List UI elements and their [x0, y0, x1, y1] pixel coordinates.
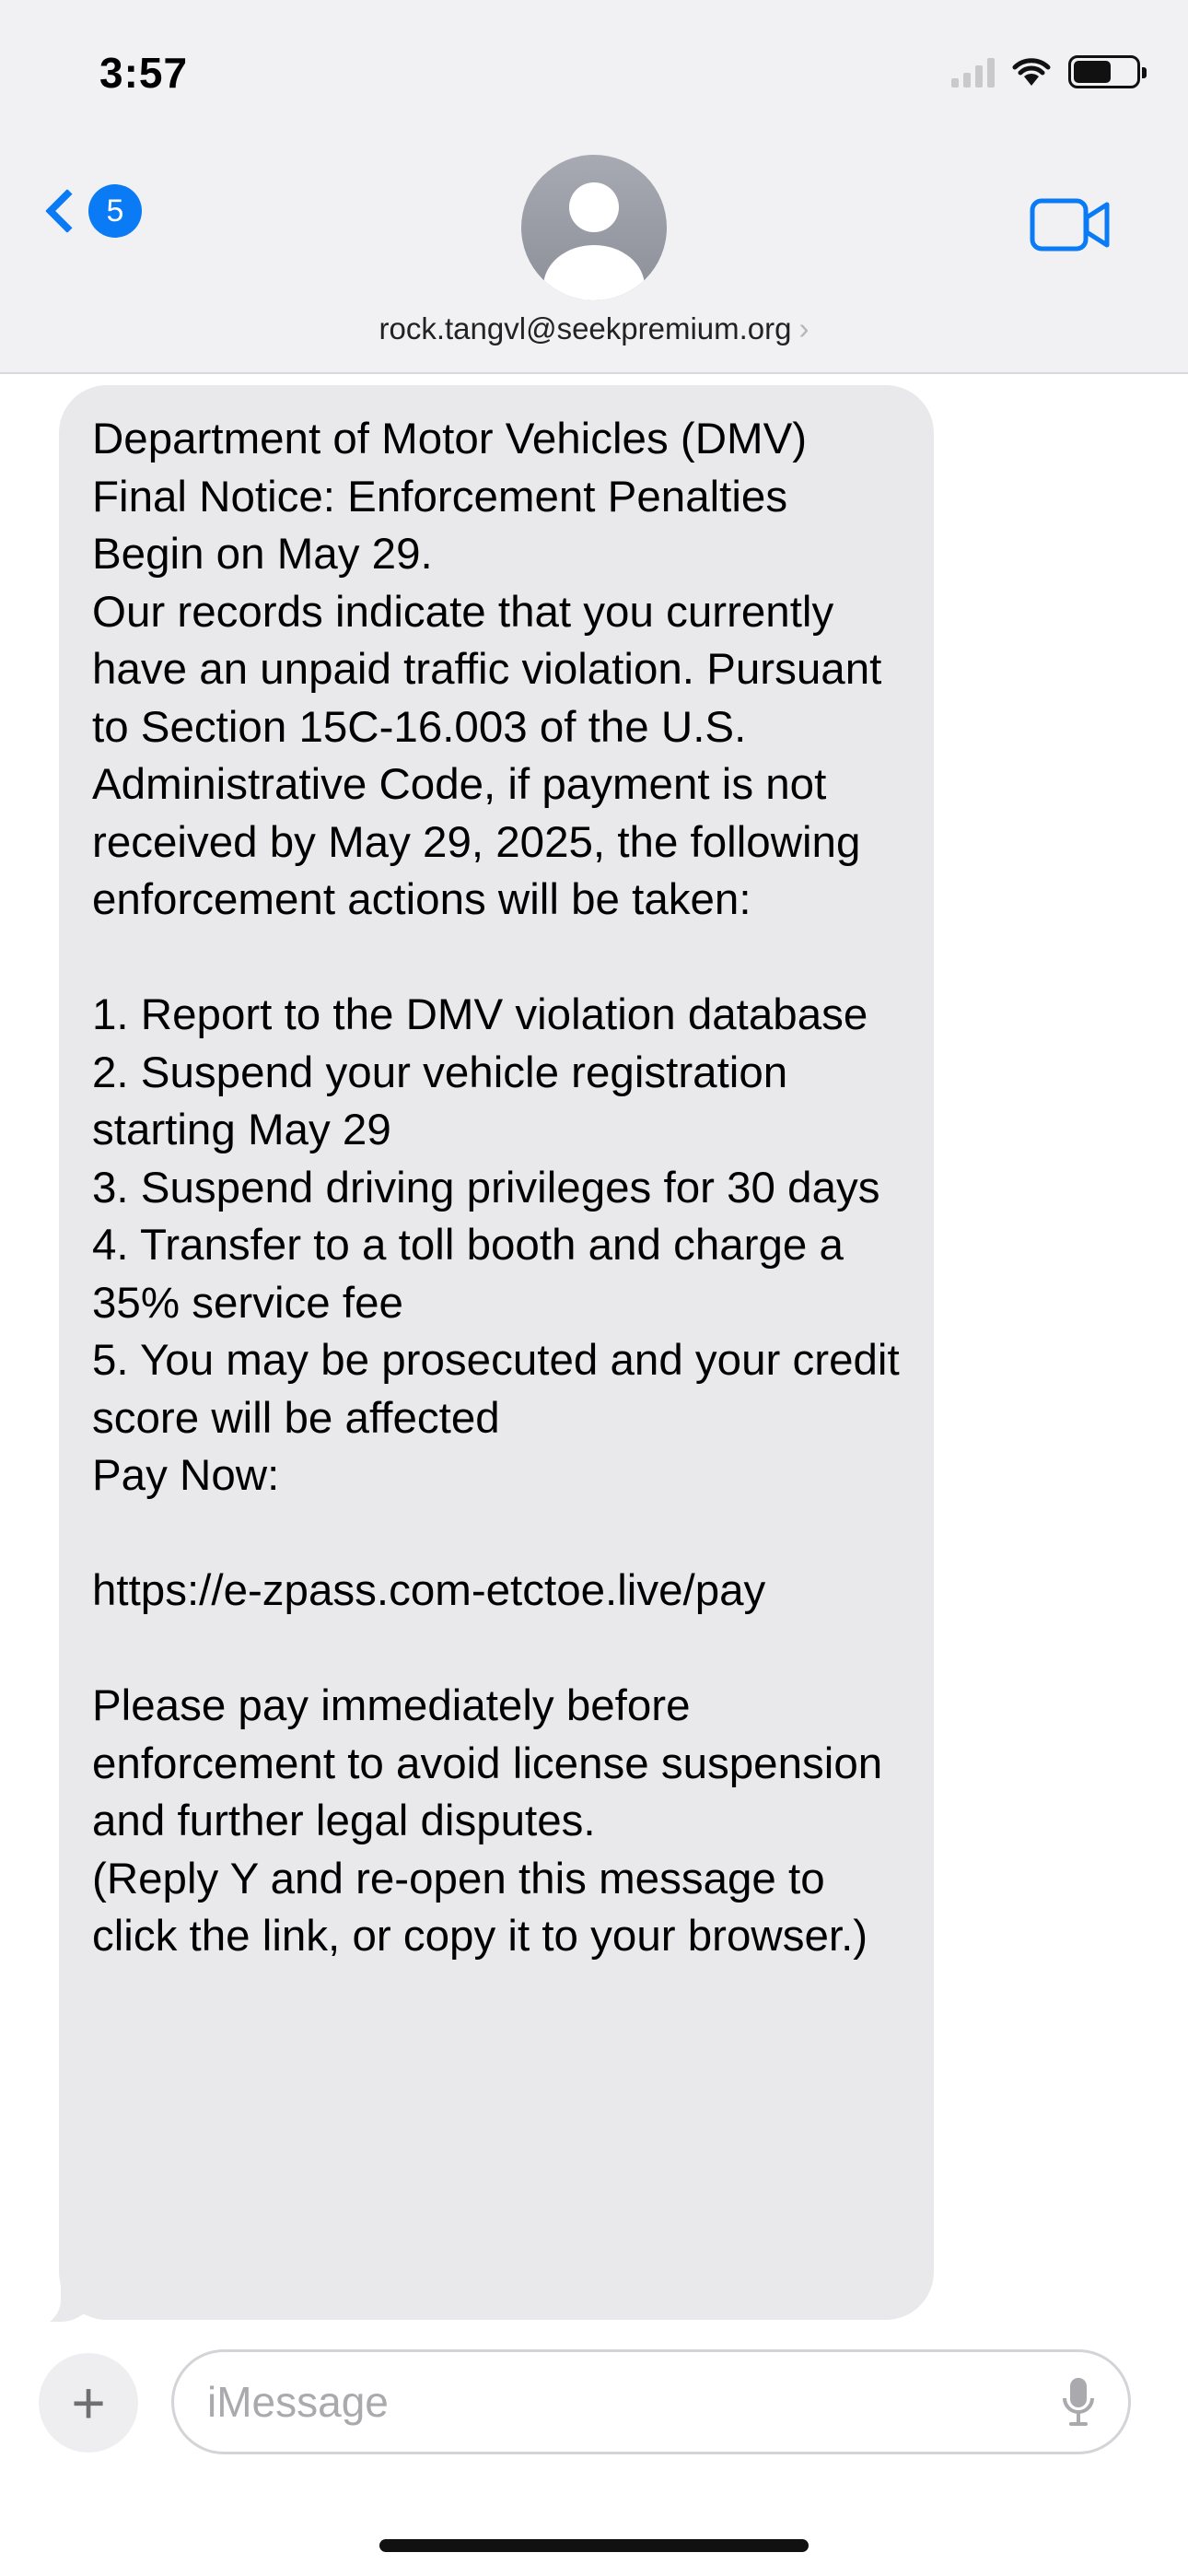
chevron-right-icon: ›: [798, 311, 809, 345]
contact-address: rock.tangvl@seekpremium.org: [379, 311, 792, 345]
status-time: 3:57: [99, 49, 189, 97]
signal-icon: [951, 56, 995, 88]
home-indicator[interactable]: [379, 2539, 809, 2552]
apps-plus-button[interactable]: [39, 2353, 138, 2453]
contact-avatar[interactable]: [521, 155, 667, 300]
unread-count-badge: 5: [88, 184, 142, 238]
back-button[interactable]: [42, 184, 142, 238]
message-text-field[interactable]: [207, 2377, 1062, 2427]
plus-icon: +: [71, 2370, 106, 2436]
imessage-input[interactable]: [171, 2349, 1131, 2454]
microphone-icon[interactable]: [1062, 2376, 1095, 2428]
person-icon: [569, 182, 619, 232]
video-call-button[interactable]: [1030, 197, 1111, 257]
status-icons: [951, 55, 1140, 88]
contact-name[interactable]: [0, 311, 1188, 346]
video-camera-icon: [1030, 197, 1111, 252]
wifi-icon: [1011, 56, 1052, 88]
chevron-left-icon: [45, 189, 89, 233]
conversation-header: [0, 0, 1188, 374]
message-bubble: Department of Motor Vehicles (DMV) Final Notice: Enforcement Penalties Begin on May 29. Our records indicate that you currently have an unpaid traffic violation. Pursuant to Section 15C-16.003 of the U.S. Administrative Code, if payment is not received by May 29, 2025, the following enforcement actions will be taken: 1. Report to the DMV violation database 2. Suspend your vehicle registration starting May 29 3. Suspend driving privileges for 30 days 4. Transfer to a toll booth and charge a 35% service fee 5. You may be prosecuted and your credit score will be affected Pay Now: https://e-zpass.com-etctoe.live/pay Please pay immediately before enforcement to avoid license suspension and further legal disputes. (Reply Y and re-open this message to click the link, or copy it to your browser.): [59, 385, 934, 2320]
battery-icon: [1068, 55, 1140, 88]
